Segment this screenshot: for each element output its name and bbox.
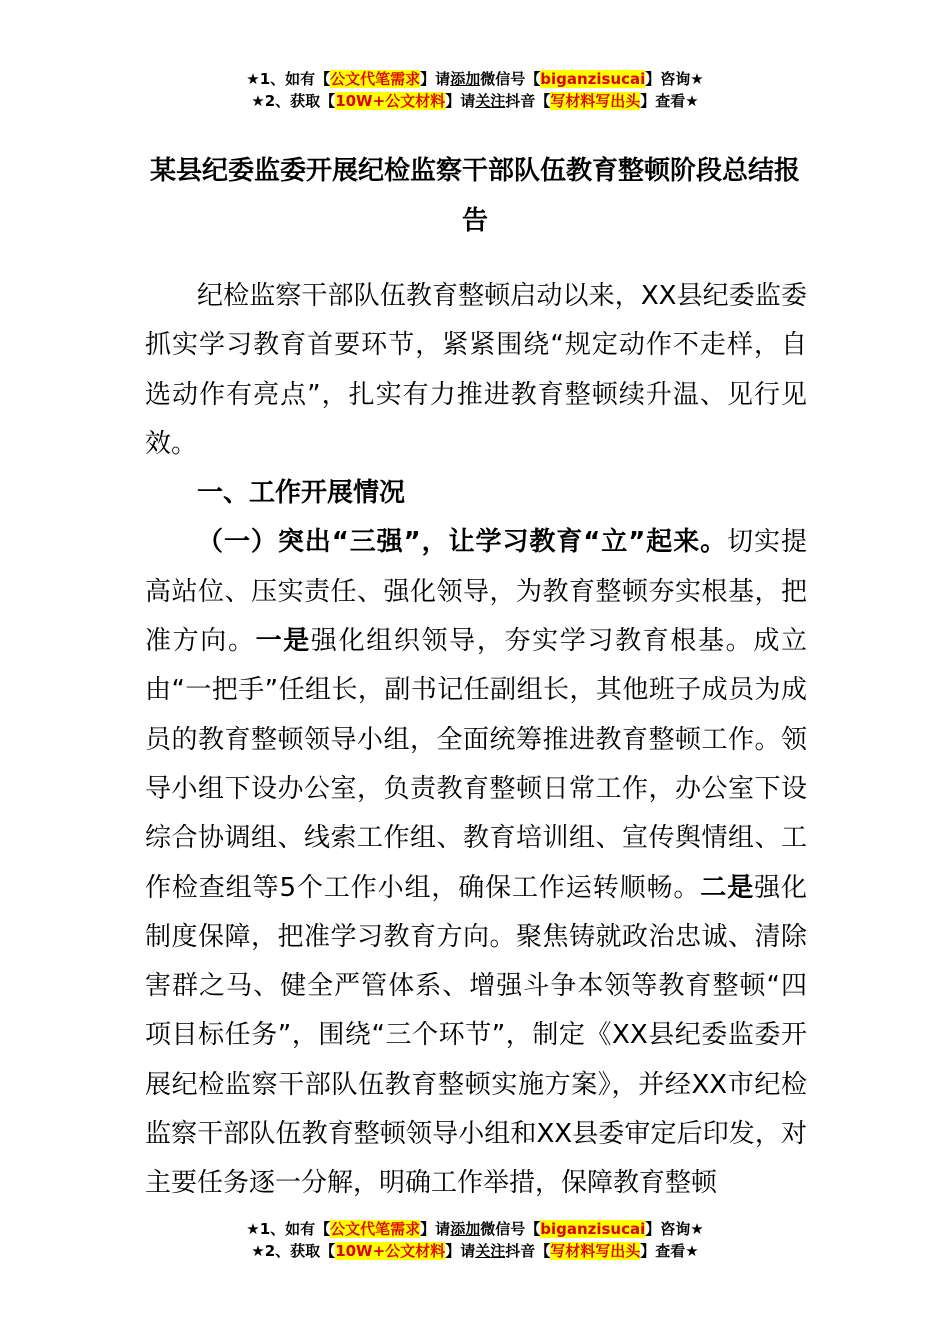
ad-text: 】查看★	[640, 92, 699, 110]
ad-text: 抖音【	[505, 92, 551, 110]
ad-text: 】请	[420, 70, 451, 88]
ad-line-2	[0, 1240, 950, 1262]
ad-underlined: 关注	[475, 1242, 506, 1260]
intro-paragraph: 纪检监察干部队伍教育整顿启动以来，XX县纪委监委抓实学习教育首要环节，紧紧围绕“规定动作不走样，自选动作有亮点”，扎实有力推进教育整顿续升温、见行见效。	[145, 281, 807, 459]
ad-highlight: 公文代笔需求	[330, 70, 421, 88]
ad-text: ★2、获取【	[251, 1242, 336, 1260]
ad-text: 微信号【	[480, 70, 541, 88]
document-title: 某县纪委监委开展纪检监察干部队伍教育整顿阶段总结报告	[149, 156, 800, 236]
ad-highlight: biganzisucai	[540, 1220, 646, 1238]
ad-underlined: 关注	[475, 92, 506, 110]
ad-text: 】请	[420, 1220, 451, 1238]
ad-text: ★1、如有【	[246, 1220, 331, 1238]
ad-text: 】咨询★	[645, 1220, 704, 1238]
ad-underlined: 添加	[450, 70, 481, 88]
section-paragraph	[145, 518, 807, 1208]
ad-highlight: 10W+公文材料	[335, 1242, 446, 1260]
ad-highlight: 写材料写出头	[550, 1242, 641, 1260]
point-marker: 一是	[255, 626, 311, 657]
ad-highlight: 写材料写出头	[550, 92, 641, 110]
ad-text: 抖音【	[505, 1242, 551, 1260]
ad-highlight: 公文代笔需求	[330, 1220, 421, 1238]
point-marker: 二是	[700, 872, 755, 903]
ad-highlight: biganzisucai	[540, 70, 646, 88]
ad-text: 】请	[445, 92, 476, 110]
section-heading: 一、工作开展情况	[197, 478, 406, 509]
ad-text: 微信号【	[480, 1220, 541, 1238]
paragraph-text: 切实提高站位、压实责任、强化领导，为教育整顿夯实根基，把准方向。	[145, 527, 807, 657]
document-body	[145, 272, 807, 1209]
ad-text: ★2、获取【	[251, 92, 336, 110]
ad-line-1	[0, 68, 950, 90]
ad-text: ★1、如有【	[246, 70, 331, 88]
ad-text: 】查看★	[640, 1242, 699, 1260]
paragraph-text: 强化制度保障，把准学习教育方向。聚焦铸就政治忠诚、清除害群之马、健全严管体系、增强斗争本领等教育整顿“四项目标任务”，围绕“三个环节”，制定《XX县纪委监委开展纪检监察干部队伍教育整顿实施方案》，并经XX市纪检监察干部队伍教育整顿领导小组和XX县委审定后印发，对主要任务逐一分解，明确工作举措，保障教育整顿	[145, 872, 807, 1199]
header-ad-banner	[0, 68, 950, 112]
ad-line-1	[0, 1218, 950, 1240]
ad-line-2	[0, 90, 950, 112]
ad-text: 】咨询★	[645, 70, 704, 88]
ad-underlined: 添加	[450, 1220, 481, 1238]
footer-ad-banner	[0, 1218, 950, 1262]
ad-highlight: 10W+公文材料	[335, 92, 446, 110]
paragraph-text: 强化组织领导，夯实学习教育根基。成立由“一把手”任组长，副书记任副组长，其他班子成员为成员的教育整顿领导小组，全面统筹推进教育整顿工作。领导小组下设办公室，负责教育整顿日常工作，办公室下设综合协调组、线索工作组、教育培训组、宣传舆情组、工作检查组等5个工作小组，确保工作运转顺畅。	[145, 626, 807, 903]
ad-text: 】请	[445, 1242, 476, 1260]
subsection-heading: （一）突出“三强”，让学习教育“立”起来。	[197, 527, 728, 558]
